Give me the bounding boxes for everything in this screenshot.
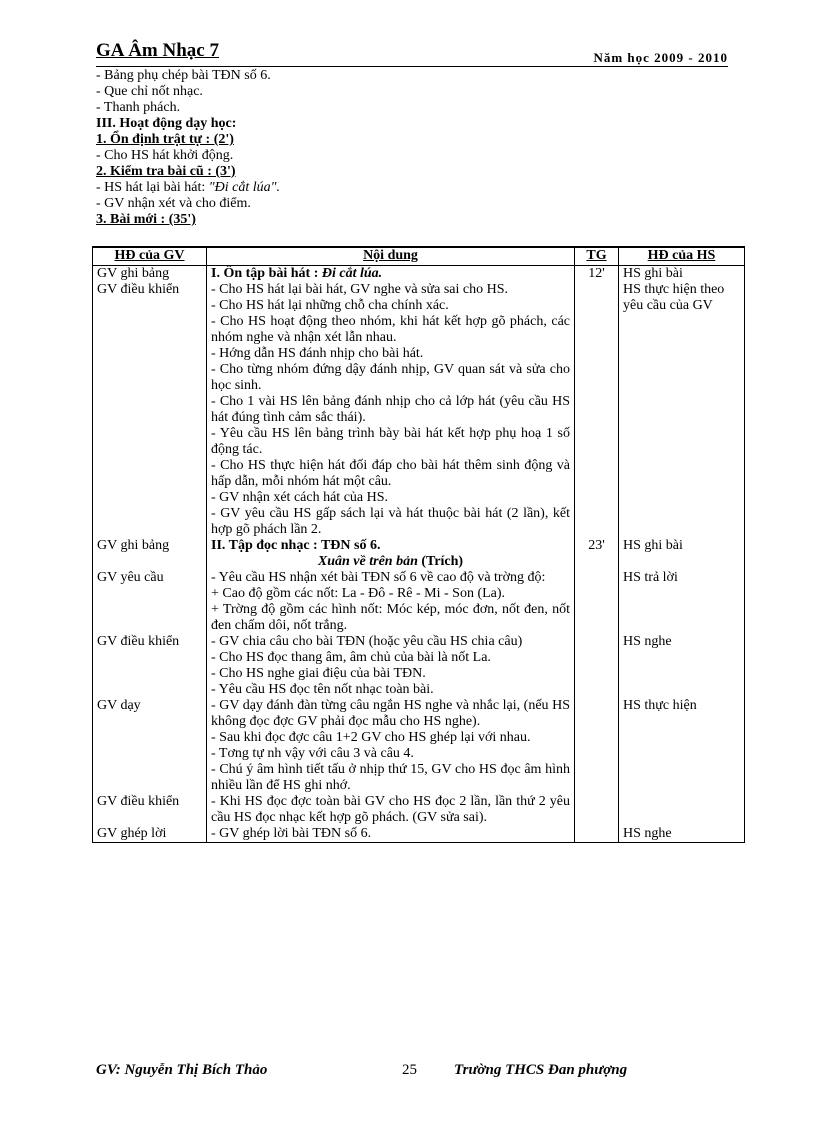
table-row: [93, 634, 745, 698]
content-line: [211, 570, 570, 586]
intro-line: [96, 100, 736, 116]
gv-activity: GV yêu cầu: [97, 570, 164, 585]
page-number: 25: [402, 1062, 417, 1078]
gv-activity-cell: [93, 698, 207, 794]
school-name: Trường THCS Đan phượng: [454, 1062, 628, 1078]
intro-line-text: - Thanh phách.: [96, 100, 181, 115]
table-row: [93, 698, 745, 794]
table-row: [93, 826, 745, 843]
content-line: [211, 762, 570, 794]
content-text: - GV chia câu cho bài TĐN (hoặc yêu cầu HS chia câu): [211, 634, 523, 649]
time-cell: [575, 794, 619, 826]
content-cell: [207, 698, 575, 794]
content-text: I. Ôn tập bài hát :: [211, 266, 322, 281]
hs-activity-cell: [619, 698, 745, 794]
content-line: [211, 746, 570, 762]
content-text: - Khi HS đọc đợc toàn bài GV cho HS đọc 2 lần, lần thứ 2 yêu cầu HS đọc nhạc kết hợp gõ phách. (GV sửa sai).: [211, 794, 570, 825]
content-text: - Chú ý âm hình tiết tấu ở nhịp thứ 15, GV cho HS đọc âm hình nhiều lần để HS ghi nhớ.: [211, 762, 570, 793]
hs-activity: HS nghe: [623, 634, 672, 649]
hs-activity-cell: [619, 266, 745, 539]
content-text: - GV yêu cầu HS gấp sách lại và hát thuộc bài hát (2 lần), kết hợp gõ phách lần 2.: [211, 506, 570, 537]
table-row: [93, 538, 745, 570]
content-cell: [207, 826, 575, 843]
content-line: [211, 394, 570, 426]
intro-line-extra: "Đi cắt lúa".: [208, 180, 281, 195]
header-gv: HĐ của GV: [93, 247, 207, 266]
gv-activity-cell: [93, 826, 207, 843]
content-line: [211, 586, 570, 602]
hs-activity: HS thực hiện: [623, 698, 697, 713]
content-line: [211, 266, 570, 282]
intro-line: [96, 84, 736, 100]
intro-line-text: - GV nhận xét và cho điểm.: [96, 196, 251, 211]
gv-activity: GV ghép lời: [97, 826, 167, 841]
hs-activity-cell: [619, 634, 745, 698]
hs-activity: HS trả lời: [623, 570, 678, 585]
content-line: [211, 634, 570, 650]
hs-activity: HS nghe: [623, 826, 672, 841]
content-line: [211, 314, 570, 346]
content-text: - Cho 1 vài HS lên bảng đánh nhịp cho cả lớp hát (yêu cầu HS hát đúng tình cảm sắc thái).: [211, 394, 570, 425]
content-text: - Cho từng nhóm đứng dậy đánh nhịp, GV quan sát và sửa cho học sinh.: [211, 362, 570, 393]
content-cell: [207, 266, 575, 539]
content-text: - Sau khi đọc đợc câu 1+2 GV cho HS ghép lại với nhau.: [211, 730, 531, 745]
content-text: + Cao độ gồm các nốt: La - Đô - Rê - Mi - Son (La).: [211, 586, 506, 601]
gv-activity: GV điều khiển: [97, 282, 180, 297]
content-text: Xuân về trên bản: [317, 554, 418, 569]
document-title: GA Âm Nhạc 7: [96, 40, 219, 61]
content-text: - Yêu cầu HS nhận xét bài TĐN số 6 về cao độ và trờng độ:: [211, 570, 546, 585]
teacher-name: GV: Nguyễn Thị Bích Thảo: [96, 1062, 268, 1078]
lesson-table: [92, 246, 745, 843]
intro-line: [96, 196, 736, 212]
content-cell: [207, 634, 575, 698]
content-text: - Yêu cầu HS đọc tên nốt nhạc toàn bài.: [211, 682, 434, 697]
gv-activity: GV điều khiển: [97, 634, 180, 649]
content-line: [211, 538, 570, 554]
content-text: - Cho HS hát lại bài hát, GV nghe và sửa sai cho HS.: [211, 282, 509, 297]
gv-activity-cell: [93, 794, 207, 826]
gv-activity-cell: [93, 634, 207, 698]
hs-activity: HS ghi bài: [623, 266, 683, 281]
content-line: [211, 602, 570, 634]
table-header-row: [93, 247, 745, 266]
intro-line-text: - Que chỉ nốt nhạc.: [96, 84, 203, 99]
content-line: [211, 362, 570, 394]
gv-activity-cell: [93, 570, 207, 634]
content-text: - GV nhận xét cách hát của HS.: [211, 490, 389, 505]
time-cell: 23': [575, 538, 619, 570]
intro-line-text: - Cho HS hát khởi động.: [96, 148, 234, 163]
intro-line: [96, 212, 736, 228]
intro-line-text: III. Hoạt động dạy học:: [96, 116, 237, 131]
gv-activity-cell: [93, 266, 207, 539]
content-text: II. Tập đọc nhạc : TĐN số 6.: [211, 538, 381, 553]
content-text: - Yêu cầu HS lên bảng trình bày bài hát kết hợp phụ hoạ 1 số động tác.: [211, 426, 570, 457]
content-line: [211, 458, 570, 490]
content-text: + Trờng độ gồm các hình nốt: Móc kép, móc đơn, nốt đen, nốt đen chấm dôi, nốt trắng.: [211, 602, 570, 633]
page-footer: [96, 1062, 736, 1086]
intro-line-text: 3. Bài mới : (35'): [96, 212, 196, 227]
content-extra: Đi cắt lúa.: [321, 266, 383, 281]
content-cell: [207, 570, 575, 634]
content-line: [211, 554, 570, 570]
time-cell: [575, 570, 619, 634]
content-line: [211, 698, 570, 730]
intro-line: [96, 148, 736, 164]
header-hs: HĐ của HS: [619, 247, 745, 266]
content-line: [211, 682, 570, 698]
time-cell: [575, 634, 619, 698]
header-tg: TG: [575, 247, 619, 266]
content-text: - Cho HS hát lại những chỗ cha chính xác.: [211, 298, 449, 313]
intro-line: [96, 164, 736, 180]
content-line: [211, 506, 570, 538]
content-cell: [207, 794, 575, 826]
content-line: [211, 826, 570, 842]
gv-activity: GV ghi bảng: [97, 266, 170, 281]
hs-activity-cell: [619, 826, 745, 843]
table-row: [93, 570, 745, 634]
content-text: - GV dạy đánh đàn từng câu ngắn HS nghe và nhắc lại, (nếu HS không đọc đợc GV phải đọc mẫu cho HS nghe).: [211, 698, 570, 729]
content-text: - Cho HS nghe giai điệu của bài TĐN.: [211, 666, 426, 681]
content-line: [211, 346, 570, 362]
content-line: [211, 282, 570, 298]
hs-activity-cell: [619, 538, 745, 570]
time-cell: [575, 698, 619, 794]
content-cell: [207, 538, 575, 570]
content-line: [211, 666, 570, 682]
table-row: [93, 794, 745, 826]
intro-line-text: - Bảng phụ chép bài TĐN số 6.: [96, 68, 271, 83]
table-row: [93, 266, 745, 539]
intro-line-text: - HS hát lại bài hát:: [96, 180, 209, 195]
content-text: - Hớng dẫn HS đánh nhịp cho bài hát.: [211, 346, 424, 361]
header-content: Nội dung: [207, 247, 575, 266]
intro-line: [96, 68, 736, 84]
content-line: [211, 298, 570, 314]
gv-activity: GV điều khiển: [97, 794, 180, 809]
intro-line-text: 1. Ổn định trật tự : (2'): [96, 132, 234, 147]
intro-line-text: 2. Kiểm tra bài cũ : (3'): [96, 164, 236, 179]
intro-line: [96, 180, 736, 196]
time-cell: [575, 826, 619, 843]
school-year: Năm học 2009 - 2010: [593, 50, 728, 65]
content-line: [211, 650, 570, 666]
content-line: [211, 794, 570, 826]
intro-section: [96, 68, 736, 228]
hs-activity: HS ghi bài: [623, 538, 683, 553]
intro-line: [96, 116, 736, 132]
content-line: [211, 490, 570, 506]
content-line: [211, 426, 570, 458]
intro-line: [96, 132, 736, 148]
hs-activity: HS thực hiện theo yêu cầu của GV: [623, 282, 725, 313]
time-cell: 12': [575, 266, 619, 539]
content-line: [211, 730, 570, 746]
content-extra: (Trích): [417, 554, 464, 569]
page-header: [96, 40, 728, 67]
gv-activity: GV dạy: [97, 698, 141, 713]
hs-activity-cell: [619, 794, 745, 826]
content-text: - Tơng tự nh vậy với câu 3 và câu 4.: [211, 746, 414, 761]
content-text: - Cho HS thực hiện hát đối đáp cho bài hát thêm sinh động và hấp dẫn, mỗi nhóm hát một câu.: [211, 458, 570, 489]
content-text: - Cho HS hoạt động theo nhóm, khi hát kết hợp gõ phách, các nhóm nghe và nhận xét lẫn nhau.: [211, 314, 570, 345]
content-text: - GV ghép lời bài TĐN số 6.: [211, 826, 372, 841]
gv-activity: GV ghi bảng: [97, 538, 170, 553]
content-text: - Cho HS đọc thang âm, âm chủ của bài là nốt La.: [211, 650, 491, 665]
hs-activity-cell: [619, 570, 745, 634]
gv-activity-cell: [93, 538, 207, 570]
